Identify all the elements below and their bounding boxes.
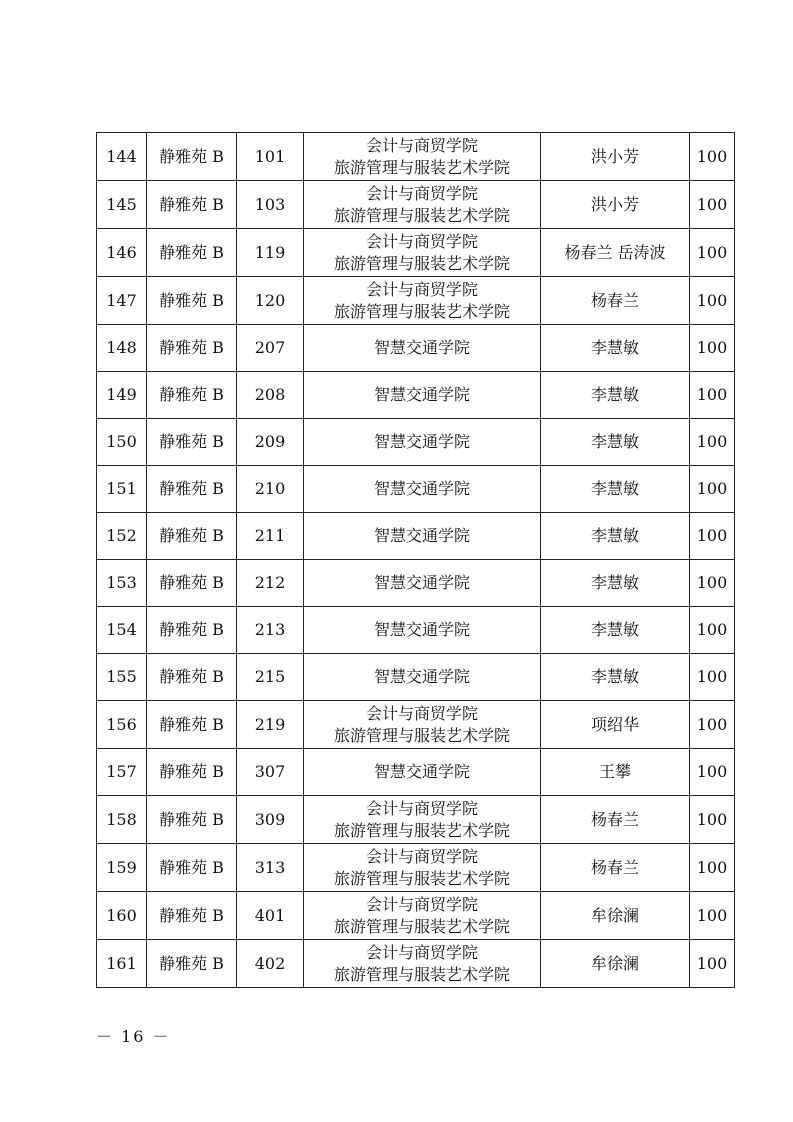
college-cell	[304, 133, 541, 181]
college-name: 旅游管理与服装艺术学院	[333, 725, 510, 745]
table-row	[97, 372, 735, 419]
manager-cell: 牟徐澜	[541, 892, 690, 940]
score-cell: 100	[690, 181, 735, 229]
room-cell: 402	[237, 940, 304, 988]
room-cell: 211	[237, 513, 304, 560]
table-row	[97, 701, 735, 749]
table-body	[97, 133, 735, 988]
building-cell: 静雅苑 B	[147, 940, 237, 988]
college-cell	[304, 844, 541, 892]
room-cell: 119	[237, 229, 304, 277]
table-row	[97, 749, 735, 796]
building-cell: 静雅苑 B	[147, 277, 237, 325]
college-cell	[304, 892, 541, 940]
row-number-cell: 151	[97, 466, 147, 513]
table-row	[97, 277, 735, 325]
college-cell	[304, 560, 541, 607]
row-number-cell: 156	[97, 701, 147, 749]
building-cell: 静雅苑 B	[147, 466, 237, 513]
building-cell: 静雅苑 B	[147, 229, 237, 277]
score-cell: 100	[690, 607, 735, 654]
college-name: 智慧交通学院	[373, 385, 470, 404]
college-name: 智慧交通学院	[373, 762, 470, 781]
college-cell	[304, 701, 541, 749]
building-cell: 静雅苑 B	[147, 749, 237, 796]
building-cell: 静雅苑 B	[147, 513, 237, 560]
manager-cell: 杨春兰	[541, 844, 690, 892]
row-number-cell: 144	[97, 133, 147, 181]
score-cell: 100	[690, 560, 735, 607]
manager-cell: 李慧敏	[541, 560, 690, 607]
table-row	[97, 513, 735, 560]
score-cell: 100	[690, 325, 735, 372]
score-cell: 100	[690, 796, 735, 844]
dormitory-score-table	[96, 132, 735, 988]
college-name: 旅游管理与服装艺术学院	[333, 964, 510, 984]
building-cell: 静雅苑 B	[147, 844, 237, 892]
room-cell: 208	[237, 372, 304, 419]
manager-cell: 杨春兰	[541, 277, 690, 325]
building-cell: 静雅苑 B	[147, 607, 237, 654]
building-cell: 静雅苑 B	[147, 560, 237, 607]
row-number-cell: 149	[97, 372, 147, 419]
row-number-cell: 145	[97, 181, 147, 229]
room-cell: 209	[237, 419, 304, 466]
college-name: 会计与商贸学院	[365, 279, 478, 299]
manager-cell: 李慧敏	[541, 372, 690, 419]
building-cell: 静雅苑 B	[147, 181, 237, 229]
score-cell: 100	[690, 513, 735, 560]
table-row	[97, 325, 735, 372]
room-cell: 213	[237, 607, 304, 654]
table-row	[97, 419, 735, 466]
row-number-cell: 155	[97, 654, 147, 701]
building-cell: 静雅苑 B	[147, 372, 237, 419]
manager-cell: 李慧敏	[541, 654, 690, 701]
row-number-cell: 153	[97, 560, 147, 607]
college-cell	[304, 229, 541, 277]
table-row	[97, 229, 735, 277]
college-cell	[304, 607, 541, 654]
building-cell: 静雅苑 B	[147, 419, 237, 466]
table-row	[97, 181, 735, 229]
score-cell: 100	[690, 229, 735, 277]
college-name: 智慧交通学院	[373, 479, 470, 498]
score-cell: 100	[690, 940, 735, 988]
college-cell	[304, 654, 541, 701]
college-cell	[304, 277, 541, 325]
table-row	[97, 940, 735, 988]
college-cell	[304, 796, 541, 844]
table-row	[97, 133, 735, 181]
score-cell: 100	[690, 892, 735, 940]
row-number-cell: 146	[97, 229, 147, 277]
college-name: 旅游管理与服装艺术学院	[333, 205, 510, 225]
table-row	[97, 892, 735, 940]
score-cell: 100	[690, 844, 735, 892]
row-number-cell: 159	[97, 844, 147, 892]
row-number-cell: 154	[97, 607, 147, 654]
college-name: 智慧交通学院	[373, 338, 470, 357]
college-cell	[304, 749, 541, 796]
college-cell	[304, 419, 541, 466]
row-number-cell: 148	[97, 325, 147, 372]
college-name: 旅游管理与服装艺术学院	[333, 157, 510, 177]
score-cell: 100	[690, 133, 735, 181]
college-cell	[304, 181, 541, 229]
college-cell	[304, 466, 541, 513]
score-cell: 100	[690, 277, 735, 325]
college-cell	[304, 940, 541, 988]
college-name: 会计与商贸学院	[365, 942, 478, 962]
table-row	[97, 607, 735, 654]
college-name: 旅游管理与服装艺术学院	[333, 820, 510, 840]
college-name: 智慧交通学院	[373, 620, 470, 639]
table-row	[97, 466, 735, 513]
table-row	[97, 796, 735, 844]
college-name: 会计与商贸学院	[365, 894, 478, 914]
college-name: 旅游管理与服装艺术学院	[333, 253, 510, 273]
score-cell: 100	[690, 466, 735, 513]
room-cell: 215	[237, 654, 304, 701]
score-cell: 100	[690, 654, 735, 701]
manager-cell: 王攀	[541, 749, 690, 796]
room-cell: 219	[237, 701, 304, 749]
manager-cell: 项绍华	[541, 701, 690, 749]
row-number-cell: 150	[97, 419, 147, 466]
manager-cell: 洪小芳	[541, 133, 690, 181]
college-name: 智慧交通学院	[373, 526, 470, 545]
row-number-cell: 157	[97, 749, 147, 796]
row-number-cell: 158	[97, 796, 147, 844]
manager-cell: 牟徐澜	[541, 940, 690, 988]
room-cell: 101	[237, 133, 304, 181]
college-name: 会计与商贸学院	[365, 231, 478, 251]
table-row	[97, 844, 735, 892]
row-number-cell: 161	[97, 940, 147, 988]
manager-cell: 李慧敏	[541, 607, 690, 654]
college-name: 会计与商贸学院	[365, 183, 478, 203]
row-number-cell: 152	[97, 513, 147, 560]
room-cell: 212	[237, 560, 304, 607]
manager-cell: 李慧敏	[541, 466, 690, 513]
room-cell: 313	[237, 844, 304, 892]
score-cell: 100	[690, 749, 735, 796]
manager-cell: 洪小芳	[541, 181, 690, 229]
room-cell: 307	[237, 749, 304, 796]
room-cell: 207	[237, 325, 304, 372]
building-cell: 静雅苑 B	[147, 892, 237, 940]
college-name: 旅游管理与服装艺术学院	[333, 916, 510, 936]
row-number-cell: 160	[97, 892, 147, 940]
room-cell: 120	[237, 277, 304, 325]
score-cell: 100	[690, 372, 735, 419]
building-cell: 静雅苑 B	[147, 133, 237, 181]
manager-cell: 杨春兰	[541, 796, 690, 844]
score-cell: 100	[690, 419, 735, 466]
room-cell: 309	[237, 796, 304, 844]
manager-cell: 李慧敏	[541, 419, 690, 466]
building-cell: 静雅苑 B	[147, 701, 237, 749]
building-cell: 静雅苑 B	[147, 654, 237, 701]
manager-cell: 杨春兰 岳涛波	[541, 229, 690, 277]
college-cell	[304, 513, 541, 560]
college-cell	[304, 325, 541, 372]
room-cell: 401	[237, 892, 304, 940]
room-cell: 210	[237, 466, 304, 513]
manager-cell: 李慧敏	[541, 325, 690, 372]
college-name: 会计与商贸学院	[365, 846, 478, 866]
college-name: 智慧交通学院	[373, 432, 470, 451]
college-name: 旅游管理与服装艺术学院	[333, 301, 510, 321]
college-name: 智慧交通学院	[373, 573, 470, 592]
college-name: 会计与商贸学院	[365, 135, 478, 155]
page-number: － 16 －	[96, 1027, 171, 1046]
building-cell: 静雅苑 B	[147, 796, 237, 844]
row-number-cell: 147	[97, 277, 147, 325]
score-cell: 100	[690, 701, 735, 749]
manager-cell: 李慧敏	[541, 513, 690, 560]
college-name: 智慧交通学院	[373, 667, 470, 686]
college-name: 旅游管理与服装艺术学院	[333, 868, 510, 888]
building-cell: 静雅苑 B	[147, 325, 237, 372]
room-cell: 103	[237, 181, 304, 229]
table-row	[97, 560, 735, 607]
table-row	[97, 654, 735, 701]
college-name: 会计与商贸学院	[365, 703, 478, 723]
college-cell	[304, 372, 541, 419]
college-name: 会计与商贸学院	[365, 798, 478, 818]
